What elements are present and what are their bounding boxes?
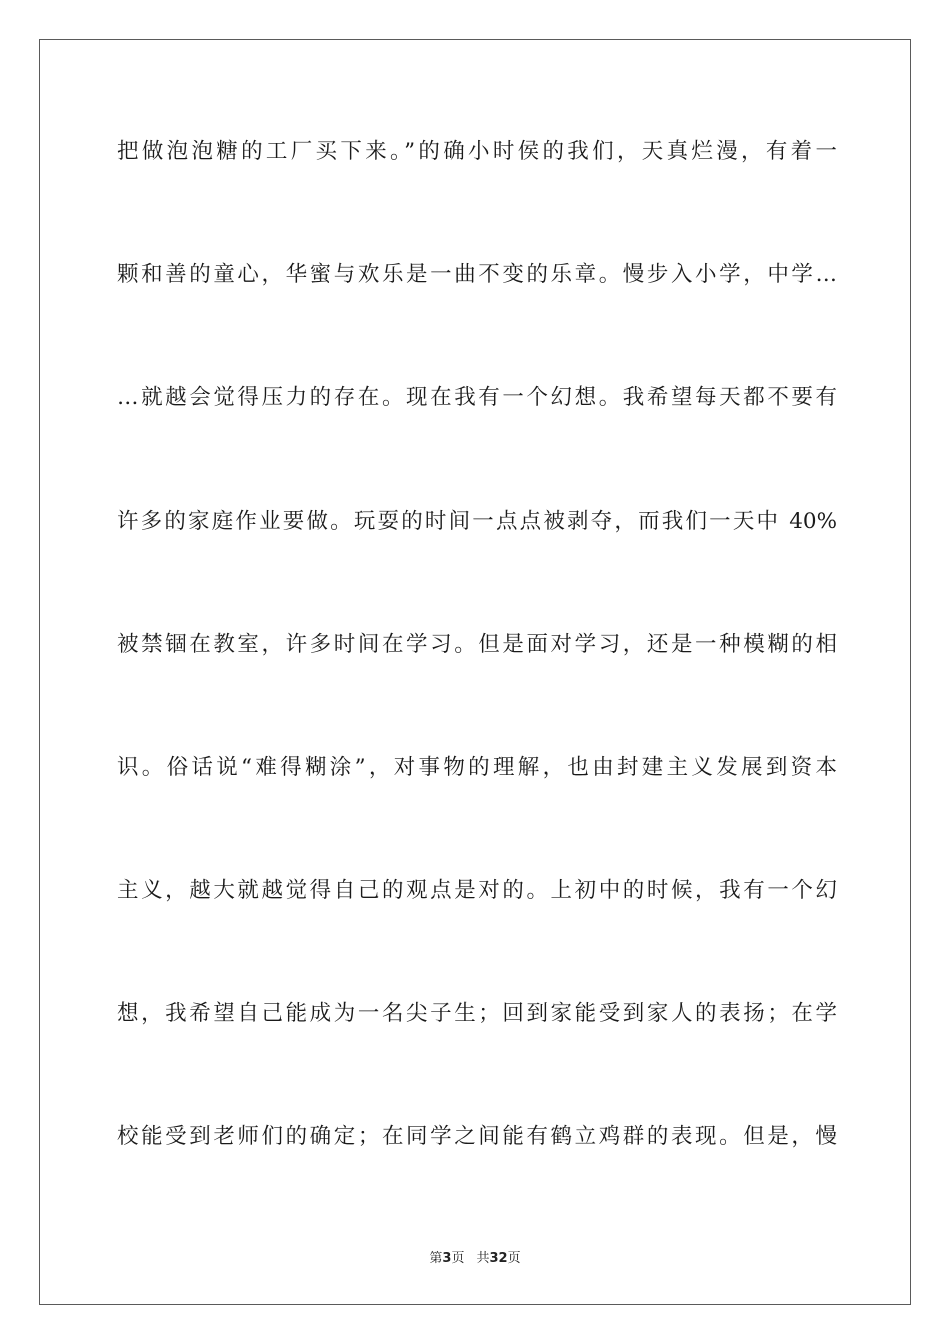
- total-pages: 32: [489, 1251, 508, 1266]
- text-line: 把做泡泡糖的工厂买下来。”的确小时侯的我们，天真烂漫，有着一: [117, 139, 837, 164]
- text-line: 许多的家庭作业要做。玩耍的时间一点点被剥夺，而我们一天中 40%: [117, 509, 837, 534]
- text-line: 主义，越大就越觉得自己的观点是对的。上初中的时候，我有一个幻: [117, 878, 837, 903]
- page-border: [39, 39, 911, 1305]
- page-prefix: 第: [429, 1251, 443, 1266]
- text-line: 颗和善的童心，华蜜与欢乐是一曲不变的乐章。慢步入小学，中学…: [117, 262, 837, 287]
- page-footer: [0, 1247, 950, 1266]
- page-number: 3: [442, 1251, 452, 1266]
- page-suffix: 页: [451, 1251, 465, 1266]
- text-line: 想，我希望自己能成为一名尖子生；回到家能受到家人的表扬；在学: [117, 1001, 837, 1026]
- total-suffix: 页: [507, 1251, 521, 1266]
- total-prefix: 共: [476, 1251, 490, 1266]
- text-line: 被禁锢在教室，许多时间在学习。但是面对学习，还是一种模糊的相: [117, 632, 837, 657]
- text-line: 识。俗话说“难得糊涂”，对事物的理解，也由封建主义发展到资本: [117, 755, 837, 780]
- text-line: …就越会觉得压力的存在。现在我有一个幻想。我希望每天都不要有: [117, 385, 837, 410]
- text-line: 校能受到老师们的确定；在同学之间能有鹤立鸡群的表现。但是，慢: [117, 1124, 837, 1149]
